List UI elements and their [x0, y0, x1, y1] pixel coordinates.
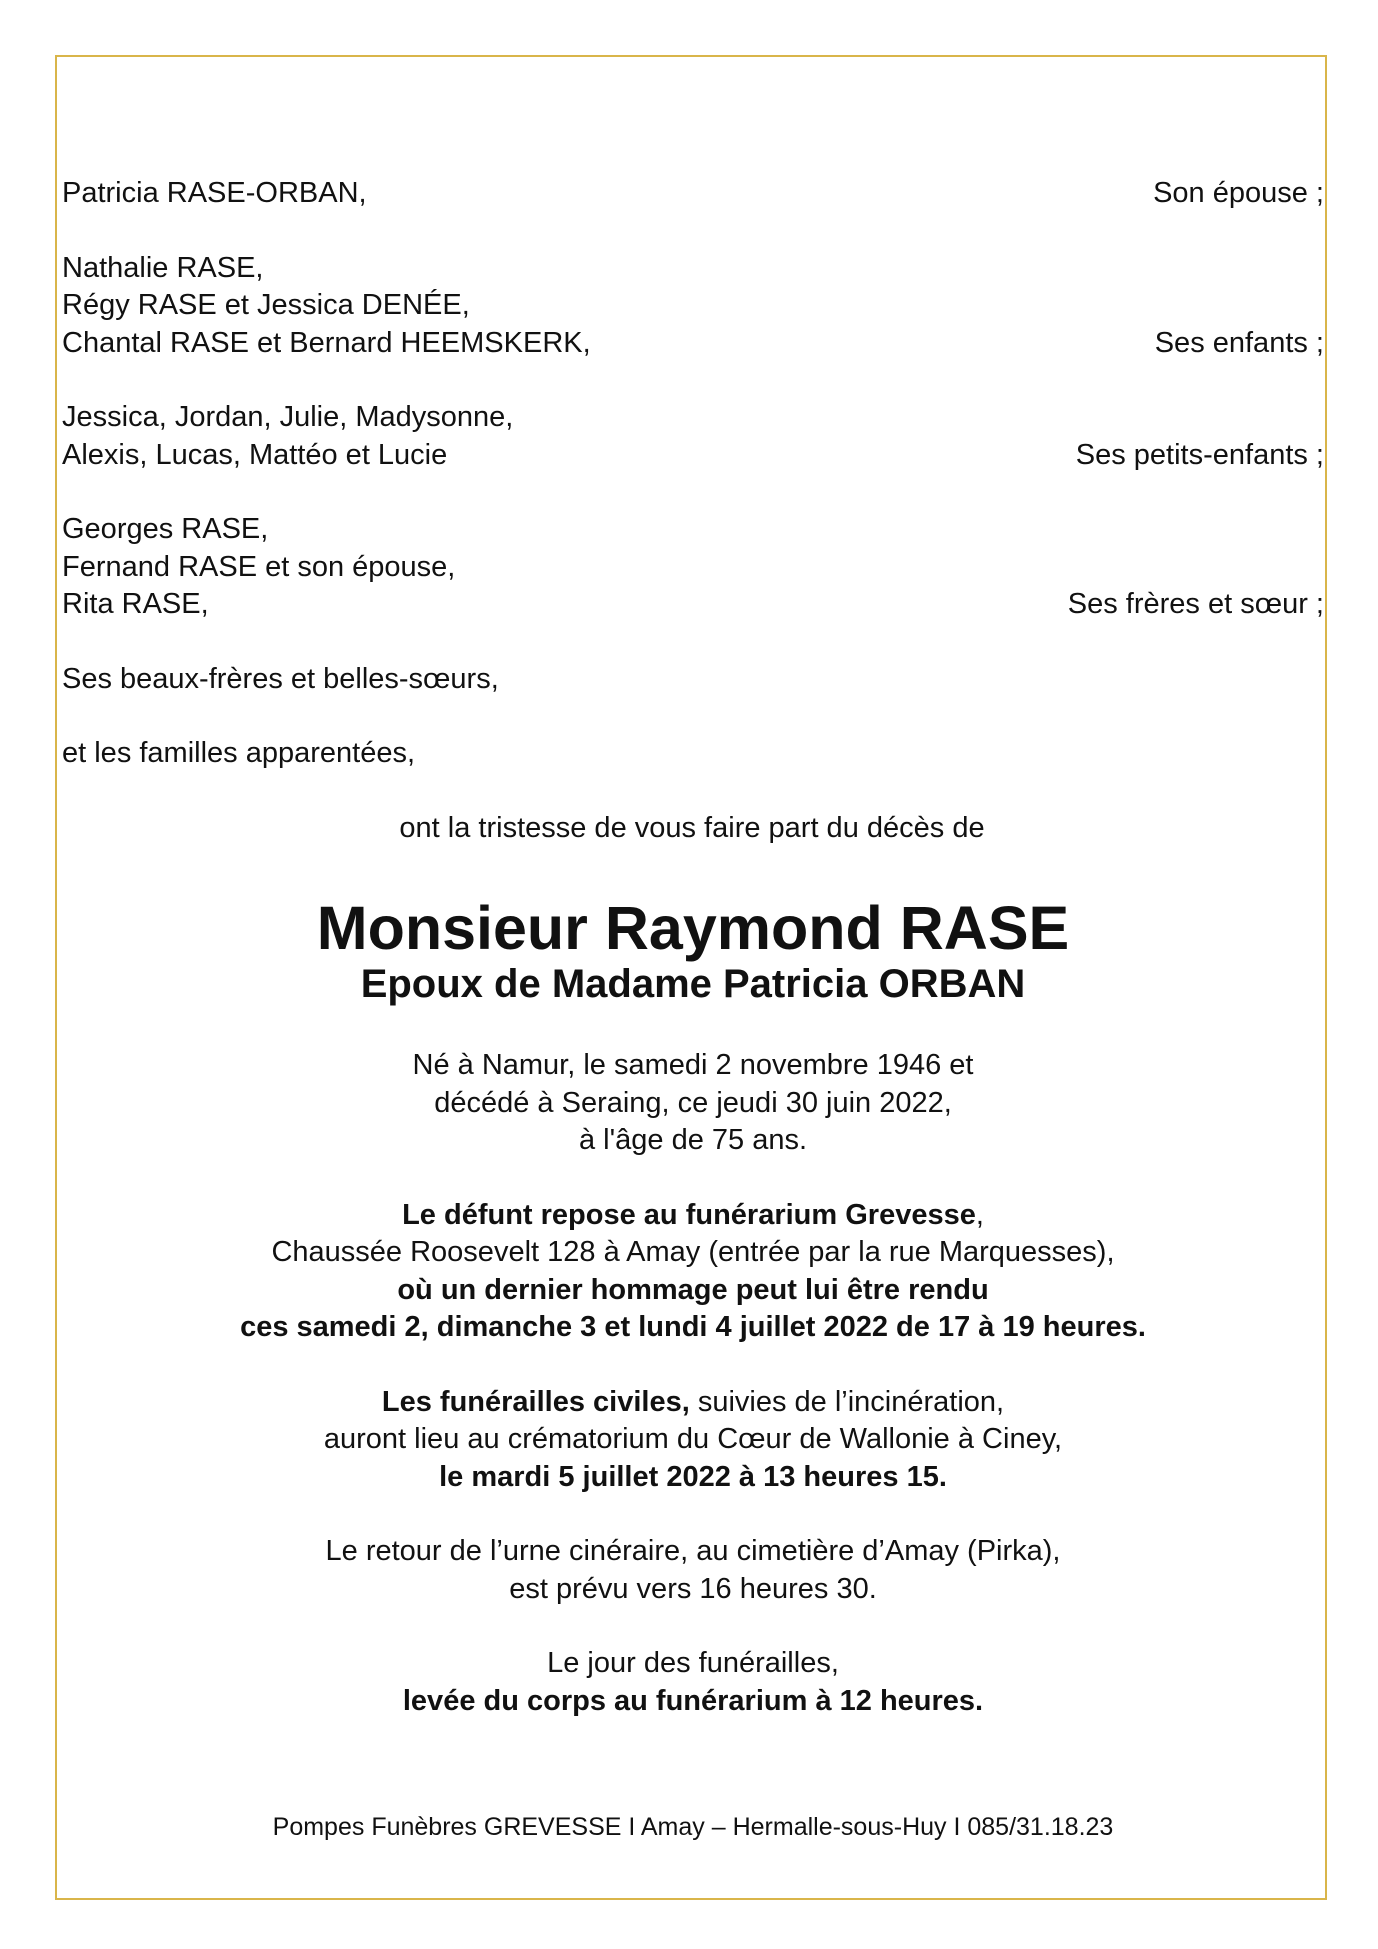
birth-line: Né à Namur, le samedi 2 novembre 1946 et — [412, 1049, 974, 1081]
family-name: Rita RASE, — [62, 588, 209, 620]
family-name: Fernand RASE et son épouse, — [62, 550, 456, 583]
funeral-intro-line — [62, 1384, 1324, 1422]
funeral-block — [62, 1384, 1324, 1497]
intro-line: ont la tristesse de vous faire part du décès de — [399, 811, 985, 844]
family-row — [62, 437, 1324, 475]
repose-intro: Le défunt repose au funérarium Grevesse — [402, 1198, 976, 1231]
levee-block — [62, 1645, 1324, 1720]
repose-comma: , — [975, 1198, 984, 1231]
family-group-siblings — [62, 511, 1324, 624]
death-line: décédé à Seraing, ce jeudi 30 juin 2022, — [434, 1086, 952, 1119]
family-role: Ses frères et sœur ; — [1067, 588, 1324, 620]
family-group-grandchildren — [62, 399, 1324, 474]
family-name: Nathalie RASE, — [62, 251, 264, 284]
age-line: à l'âge de 75 ans. — [578, 1124, 808, 1156]
family-name: Chantal RASE et Bernard HEEMSKERK, — [62, 326, 591, 359]
urn-line-2: est prévu vers 16 heures 30. — [509, 1572, 877, 1605]
funeral-home-footer: Pompes Funèbres GREVESSE I Amay – Hermalle-sous-Huy I 085/31.18.23 — [272, 1813, 1114, 1841]
family-name: Régy RASE et Jessica DENÉE, — [62, 289, 470, 321]
family-group-children — [62, 250, 1324, 363]
family-row — [62, 325, 1324, 363]
repose-schedule: ces samedi 2, dimanche 3 et lundi 4 juillet 2022 de 17 à 19 heures. — [240, 1311, 1146, 1343]
family-name: Georges RASE, — [62, 513, 269, 545]
deceased-name: Monsieur Raymond RASE — [316, 894, 1070, 962]
urn-block — [62, 1533, 1324, 1608]
levee-line-1: Le jour des funérailles, — [547, 1647, 839, 1679]
family-row — [62, 175, 1324, 213]
repose-intro-line — [62, 1197, 1324, 1235]
repose-block — [62, 1197, 1324, 1347]
family-row — [62, 586, 1324, 624]
family-role: Ses petits-enfants ; — [1075, 438, 1324, 471]
deceased-spouse: Epoux de Madame Patricia ORBAN — [360, 962, 1026, 1006]
family-role: Son épouse ; — [1153, 177, 1324, 209]
announcement-body — [62, 175, 1324, 1757]
family-name: Jessica, Jordan, Julie, Madysonne, — [62, 401, 514, 433]
in-laws-line: Ses beaux-frères et belles-sœurs, — [62, 662, 499, 695]
dates-block — [62, 1047, 1324, 1160]
family-role: Ses enfants ; — [1154, 326, 1324, 359]
funeral-when: le mardi 5 juillet 2022 à 13 heures 15. — [439, 1460, 947, 1493]
family-group-related — [62, 735, 1324, 773]
family-name: Patricia RASE-ORBAN, — [62, 177, 367, 209]
family-name: Alexis, Lucas, Mattéo et Lucie — [62, 438, 448, 471]
related-families-line: et les familles apparentées, — [62, 737, 416, 769]
urn-line-1: Le retour de l’urne cinéraire, au cimetière d’Amay (Pirka), — [325, 1535, 1061, 1567]
repose-hommage: où un dernier hommage peut lui être rendu — [397, 1273, 989, 1306]
funeral-place: auront lieu au crématorium du Cœur de Wallonie à Ciney, — [323, 1423, 1063, 1455]
funeral-intro: Les funérailles civiles, — [381, 1385, 690, 1418]
funeral-rest: suivies de l’incinération, — [689, 1385, 1005, 1418]
family-group-in-laws — [62, 661, 1324, 699]
family-group-spouse — [62, 175, 1324, 213]
levee-line-2: levée du corps au funérarium à 12 heures. — [402, 1684, 984, 1717]
repose-address: Chaussée Roosevelt 128 à Amay (entrée par la rue Marquesses), — [271, 1236, 1115, 1268]
